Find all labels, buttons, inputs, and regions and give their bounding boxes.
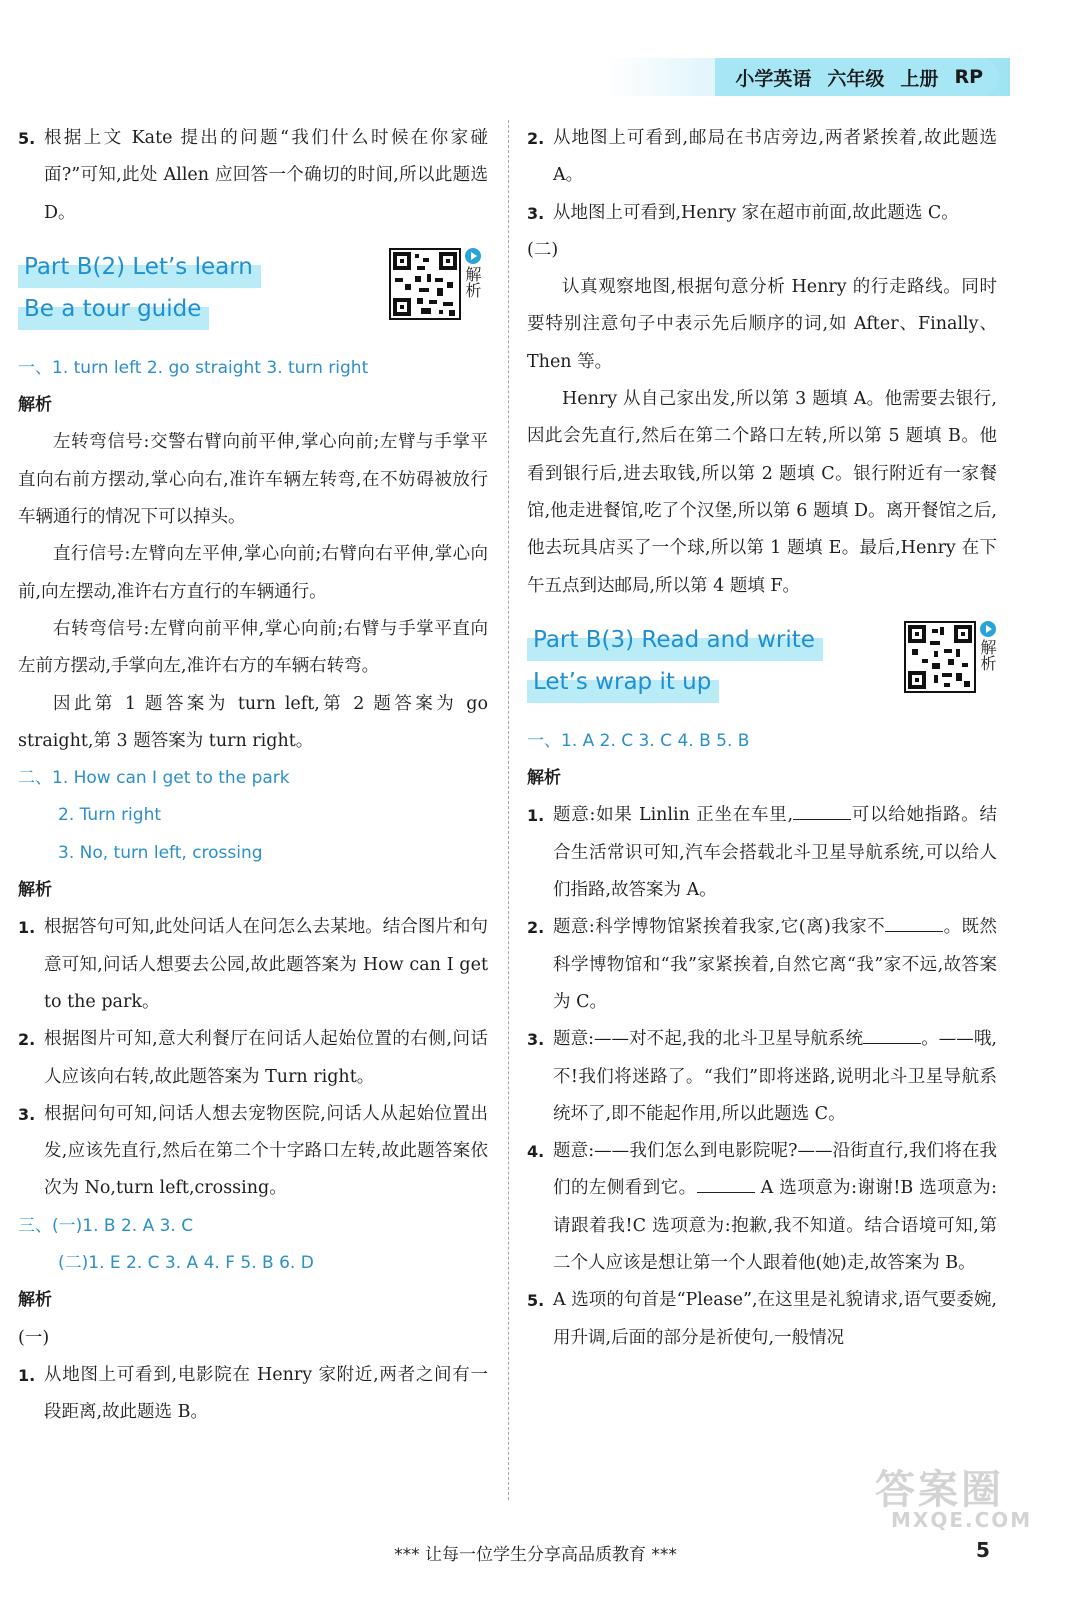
analysis-label: 解析 <box>527 768 561 789</box>
right-column <box>527 120 997 1357</box>
answer-blank <box>885 914 943 933</box>
analysis-label: 解析 <box>18 880 52 901</box>
answer-item: 2. 根据图片可知,意大利餐厅在问话人起始位置的右侧,问话人应该向右转,故此题答案为 Turn right。 <box>18 1029 488 1087</box>
grade-label: 六年级 <box>827 67 885 90</box>
left-column <box>18 120 488 1432</box>
page-number: 5 <box>976 1538 990 1562</box>
subject-label: 小学英语 <box>735 67 812 90</box>
answer-key-part3: (二)1. E 2. C 3. A 4. F 5. B 6. D <box>58 1253 314 1274</box>
answer-key-part3: 三、(一)1. B 2. A 3. C <box>18 1215 194 1236</box>
paragraph: 右转弯信号:左臂向前平伸,掌心向前;右臂与手掌平直向左前方摆动,手掌向左,准许右方的车辆右转弯。 <box>18 618 488 677</box>
qr-side-label: 解析 <box>463 248 482 298</box>
book-info-header <box>715 58 999 96</box>
footer-slogan: *** 让每一位学生分享高品质教育 *** <box>394 1545 677 1565</box>
answer-item: 5. 根据上文 Kate 提出的问题“我们什么时候在你家碰面?”可知,此处 Allen 应回答一个确切的时间,所以此题选 D。 <box>18 128 488 223</box>
answer-item: 1. 根据答句可知,此处问话人在问怎么去某地。结合图片和句意可知,问话人想要去公园,故此题答案为 How can I get to the park。 <box>18 917 488 1012</box>
answer-blank <box>697 1175 755 1194</box>
answer-key-part2: 2. Turn right <box>58 805 162 826</box>
answer-item: 5. A 选项的句首是“Please”,在这里是礼貌请求,语气要委婉,用升调,后面的部分是祈使句,一般情况 <box>527 1290 997 1348</box>
analysis-label: 解析 <box>18 395 52 416</box>
answer-item: 1. 题意:如果 Linlin 正坐在车里, 可以给她指路。结合生活常识可知,汽车会搭载北斗卫星导航系统,可以给人们指路,故答案为 A。 <box>527 797 997 909</box>
volume-label: 上册 <box>900 67 939 90</box>
paragraph: Henry 从自己家出发,所以第 3 题填 A。他需要去银行,因此会先直行,然后在第二个路口左转,所以第 5 题填 B。他看到银行后,进去取钱,所以第 2 题填 C。银行附近有一家餐馆,他走进餐馆,吃了个汉堡,所以第 6 题填 D。离开餐馆之后,他去玩具店买了一个球,所以第 1 题填 E。最后,Henry 在下午五点到达邮局,所以第 4 题填 F。 <box>527 389 997 596</box>
paragraph: 认真观察地图,根据句意分析 Henry 的行走路线。同时要特别注意句子中表示先后顺序的词,如 After、Finally、Then 等。 <box>527 277 997 372</box>
analysis-label: 解析 <box>18 1290 52 1311</box>
section-title-line1: Part B(2) Let’s learn <box>18 246 261 288</box>
qr-code-icon[interactable] <box>389 248 461 320</box>
answer-item: 3. 题意:——对不起,我的北斗卫星导航系统 。——哦,不!我们将迷路了。“我们”即将迷路,说明北斗卫星导航系统坏了,即不能起作用,所以此题选 C。 <box>527 1021 997 1133</box>
qr-code-group[interactable] <box>389 248 482 320</box>
answer-key-part1: 一、1. A 2. C 3. C 4. B 5. B <box>527 730 750 751</box>
paragraph: 左转弯信号:交警右臂向前平伸,掌心向前;左臂与手掌平直向右前方摆动,掌心向右,准许车辆左转弯,在不妨碍被放行车辆通行的情况下可以掉头。 <box>18 432 488 528</box>
play-icon <box>980 621 996 637</box>
answer-item: 2. 题意:科学博物馆紧挨着我家,它(离)我家不 。既然科学博物馆和“我”家紧挨着,自然它离“我”家不远,故答案为 C。 <box>527 909 997 1021</box>
paragraph: 直行信号:左臂向左平伸,掌心向前;右臂向右平伸,掌心向前,向左摆动,准许右方直行的车辆通行。 <box>18 544 488 602</box>
subsection-label: (一) <box>18 1327 50 1348</box>
qr-code-group[interactable] <box>904 621 997 693</box>
qr-side-label: 解析 <box>978 621 997 671</box>
section-title-line1: Part B(3) Read and write <box>527 619 823 661</box>
paragraph: 因此第 1 题答案为 turn left,第 2 题答案为 go straight,第 3 题答案为 turn right。 <box>18 693 488 751</box>
answer-item: 4. 题意:——我们怎么到电影院呢?——沿街直行,我们将在我们的左侧看到它。 A 选项意为:谢谢!B 选项意为:请跟着我!C 选项意为:抱歉,我不知道。结合语境可知,第二个人应该是想让第一个人跟着他(她)走,故答案为 B。 <box>527 1141 997 1274</box>
qr-code-icon[interactable] <box>904 621 976 693</box>
section-title-part-b2 <box>18 246 488 342</box>
watermark-logo: 答案圈 MXQE.COM <box>875 1467 1033 1532</box>
answer-key-part2: 二、1. How can I get to the park <box>18 768 290 789</box>
answer-key-part1: 一、1. turn left 2. go straight 3. turn right <box>18 357 369 378</box>
answer-blank <box>793 802 851 821</box>
answer-item: 1. 从地图上可看到,电影院在 Henry 家附近,两者之间有一段距离,故此题选 B。 <box>18 1364 488 1423</box>
section-title-part-b3 <box>527 619 997 715</box>
section-title-line2: Let’s wrap it up <box>527 661 719 703</box>
section-title-line2: Be a tour guide <box>18 288 209 330</box>
answer-item: 2. 从地图上可看到,邮局在书店旁边,两者紧挨着,故此题选 A。 <box>527 128 997 186</box>
play-icon <box>465 248 481 264</box>
column-divider <box>508 120 509 1500</box>
answer-item: 3. 根据问句可知,问话人想去宠物医院,问话人从起始位置出发,应该先直行,然后在第二个十字路口左转,故此题答案依次为 No,turn left,crossing。 <box>18 1103 488 1199</box>
answer-key-part2: 3. No, turn left, crossing <box>58 842 263 863</box>
subsection-label: (二) <box>527 239 559 260</box>
answer-blank <box>863 1026 921 1045</box>
edition-label: RP <box>954 66 983 88</box>
answer-item: 3. 从地图上可看到,Henry 家在超市前面,故此题选 C。 <box>527 202 959 223</box>
